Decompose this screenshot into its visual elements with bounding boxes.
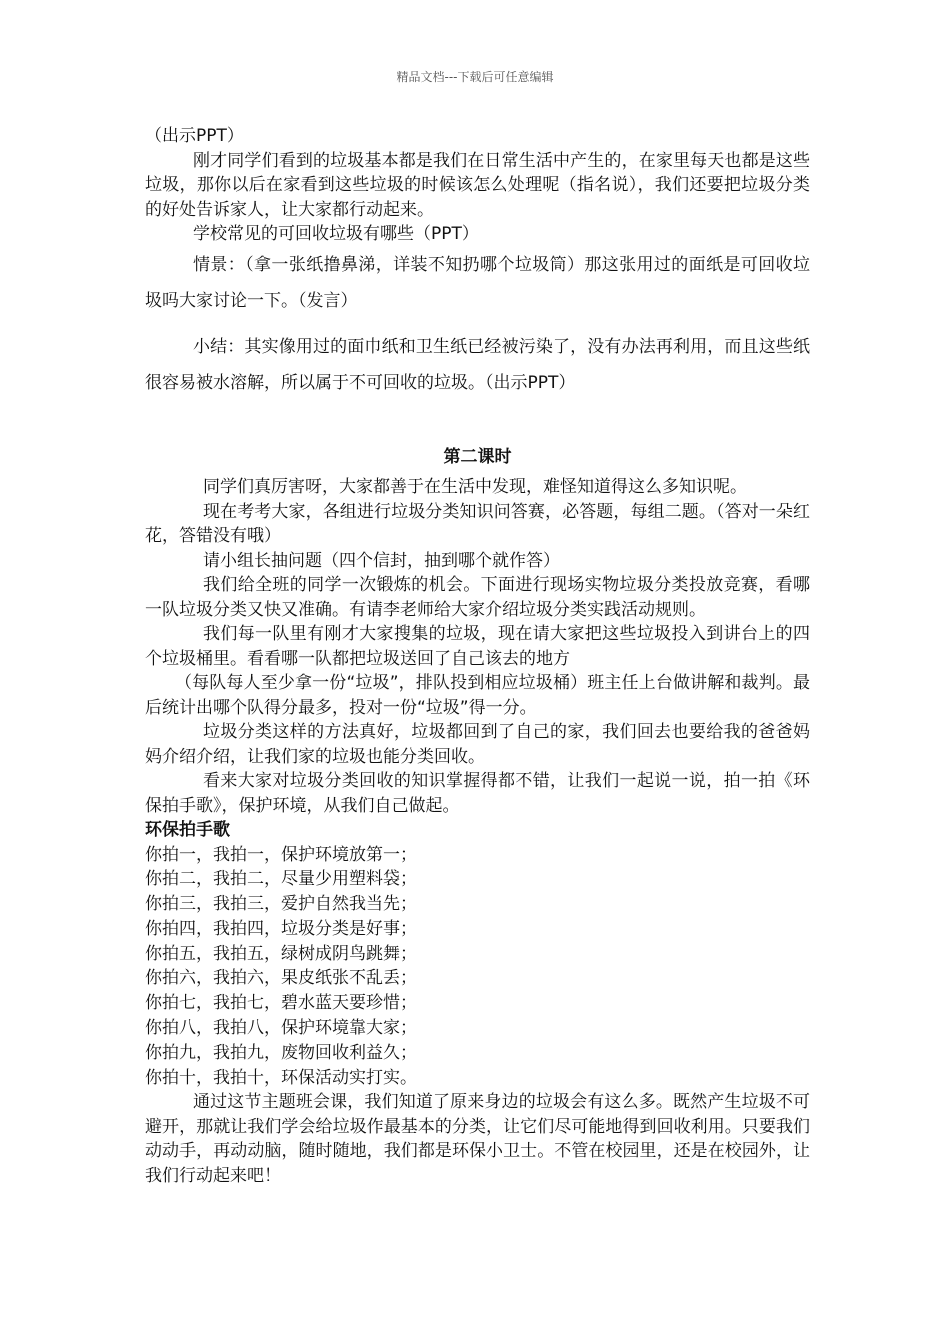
song-line: 你拍一，我拍一，保护环境放第一；: [145, 844, 417, 865]
paragraph-clap-song-intro: 看来大家对垃圾分类回收的知识掌握得都不错，让我们一起说一说，拍一拍《环保拍手歌》，保护环境，从我们自己做起。: [145, 771, 810, 816]
paragraph-summary: 小结：其实像用过的面巾纸和卫生纸已经被污染了，没有办法再利用，而且这些纸很容易被水溶解，所以属于不可回收的垃圾。（出示PPT）: [145, 336, 810, 393]
paragraph-daily-garbage: 刚才同学们看到的垃圾基本都是我们在日常生活中产生的，在家里每天也都是这些垃圾，那你以后在家看到这些垃圾的时候该怎么处理呢（指名说），我们还要把垃圾分类的好处告诉家人，让大家都行动起来。: [145, 150, 810, 220]
song-line: 你拍三，我拍三，爱护自然我当先；: [145, 894, 417, 915]
song-line: 你拍七，我拍七，碧水蓝天要珍惜；: [145, 993, 417, 1014]
song-line: 你拍六，我拍六，果皮纸张不乱丢；: [145, 968, 417, 989]
paragraph-recyclable-question: 学校常见的可回收垃圾有哪些（PPT）: [193, 224, 479, 244]
paragraph-quiz: 现在考考大家，各组进行垃圾分类知识问答赛，必答题，每组二题。（答对一朵红花，答错没有哦）: [145, 501, 810, 546]
paragraph-show-ppt: （出示PPT）: [145, 126, 244, 146]
page-header: 精品文档---下载后可任意编辑: [396, 70, 554, 84]
section-title: 第二课时: [443, 446, 512, 467]
document-body: [145, 124, 810, 1188]
paragraph-conclusion: 通过这节主题班会课，我们知道了原来身边的垃圾会有这么多。既然产生垃圾不可避开，那就让我们学会给垃圾作最基本的分类，让它们尽可能地得到回收利用。只要我们动动手，再动动脑，随时随地，我们都是环保小卫士。不管在校园里，还是在校园外，让我们行动起来吧！: [145, 1092, 810, 1186]
paragraph-good-method: 垃圾分类这样的方法真好，垃圾都回到了自己的家，我们回去也要给我的爸爸妈妈介绍介绍，让我们家的垃圾也能分类回收。: [145, 722, 810, 767]
song-line: 你拍十，我拍十，环保活动实打实。: [145, 1067, 417, 1088]
paragraph-scenario: 情景：（拿一张纸撸鼻涕，详装不知扔哪个垃圾筒）那这张用过的面纸是可回收垃圾吗大家讨论一下。（发言）: [145, 254, 810, 311]
song-line: 你拍九，我拍九，废物回收利益久；: [145, 1042, 417, 1063]
song-line: 你拍四，我拍四，垃圾分类是好事；: [145, 918, 417, 939]
paragraph-competition: 我们给全班的同学一次锻炼的机会。下面进行现场实物垃圾分类投放竞赛，看哪一队垃圾分类又快又准确。有请李老师给大家介绍垃圾分类实践活动规则。: [145, 575, 810, 620]
paragraph-draw-questions: 请小组长抽问题（四个信封，抽到哪个就作答）: [203, 550, 560, 571]
paragraph-team-garbage: 我们每一队里有刚才大家搜集的垃圾，现在请大家把这些垃圾投入到讲台上的四个垃圾桶里。看看哪一队都把垃圾送回了自己该去的地方: [145, 624, 810, 669]
paragraph-rules: （每队每人至少拿一份“垃圾”，排队投到相应垃圾桶）班主任上台做讲解和裁判。最后统计出哪个队得分最多，投对一份“垃圾”得一分。: [145, 673, 810, 718]
song-line: 你拍二，我拍二，尽量少用塑料袋；: [145, 869, 417, 890]
song-lines: [145, 843, 810, 1091]
paragraph-praise: 同学们真厉害呀，大家都善于在生活中发现，难怪知道得这么多知识呢。: [203, 477, 747, 497]
song-line: 你拍八，我拍八，保护环境靠大家；: [145, 1018, 417, 1039]
song-line: 你拍五，我拍五，绿树成阴鸟跳舞；: [145, 943, 417, 964]
song-title: 环保拍手歌: [145, 820, 230, 840]
